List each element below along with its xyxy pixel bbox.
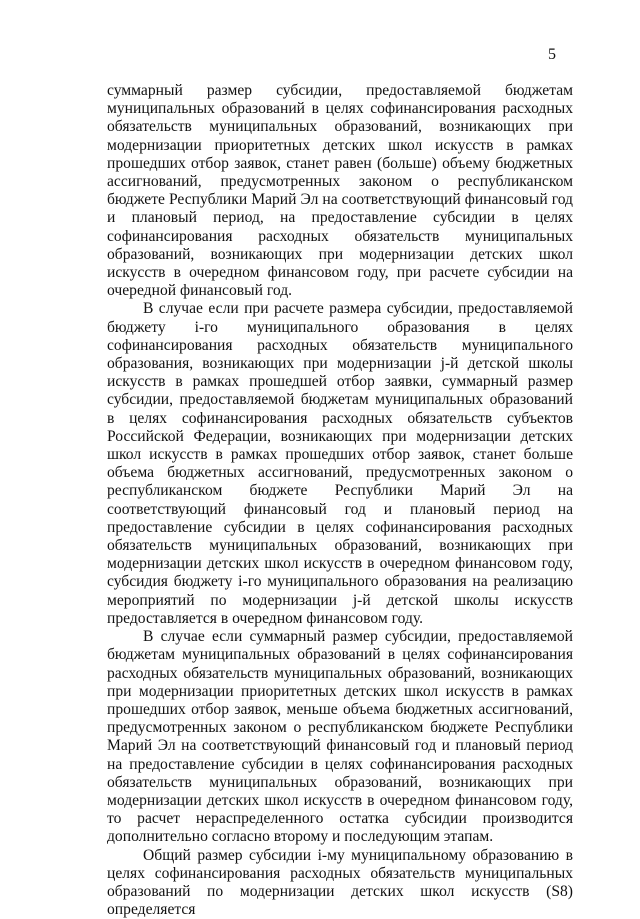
paragraph-1: суммарный размер субсидии, предоставляемой бюджетам муниципальных образований в целях софинансирования расходных обязательств муниципальных образований, возникающих при модернизации приоритетных детских школ искусств в рамках прошедших отбор заявок, станет равен (больше) объему бюджетных ассигнований, предусмотренных законом о республиканском бюджете Республики Марий Эл на соответствующий финансовый год и плановый период, на предоставление субсидии в целях софинансирования расходных обязательств муниципальных образований, возникающих при модернизации детских школ искусств в очередном финансовом году, при расчете субсидии на очередной финансовый год. bbox=[107, 82, 573, 300]
paragraph-4: Общий размер субсидии i-му муниципальному образованию в целях софинансирования расходных обязательств муниципальных образований по модернизации детских школ искусств (S8) определяется bbox=[107, 846, 573, 919]
page-number: 5 bbox=[548, 46, 556, 63]
paragraph-2: В случае если при расчете размера субсидии, предоставляемой бюджету i-го муниципального образования в целях софинансирования расходных обязательств муниципального образования, возникающих при модернизации j-й детской школы искусств в рамках прошедшей отбор заявки, суммарный размер субсидии, предоставляемой бюджетам муниципальных образований в целях софинансирования расходных обязательств субъектов Российской Федерации, возникающих при модернизации детских школ искусств в рамках прошедших отбор заявок, станет больше объема бюджетных ассигнований, предусмотренных законом о республиканском бюджете Республики Марий Эл на соответствующий финансовый год и плановый период на предоставление субсидии в целях софинансирования расходных обязательств муниципальных образований, возникающих при модернизации детских школ искусств в очередном финансовом году, субсидия бюджету i-го муниципального образования на реализацию мероприятий по модернизации j-й детской школы искусств предоставляется в очередном финансовом году. bbox=[107, 300, 573, 627]
document-body bbox=[107, 82, 573, 919]
paragraph-3: В случае если суммарный размер субсидии, предоставляемой бюджетам муниципальных образований в целях софинансирования расходных обязательств муниципальных образований, возникающих при модернизации приоритетных детских школ искусств в рамках прошедших отбор заявок, меньше объема бюджетных ассигнований, предусмотренных законом о республиканском бюджете Республики Марий Эл на соответствующий финансовый год и плановый период на предоставление субсидии в целях софинансирования расходных обязательств муниципальных образований, возникающих при модернизации детских школ искусств в очередном финансовом году, то расчет нераспределенного остатка субсидии производится дополнительно согласно второму и последующим этапам. bbox=[107, 628, 573, 846]
